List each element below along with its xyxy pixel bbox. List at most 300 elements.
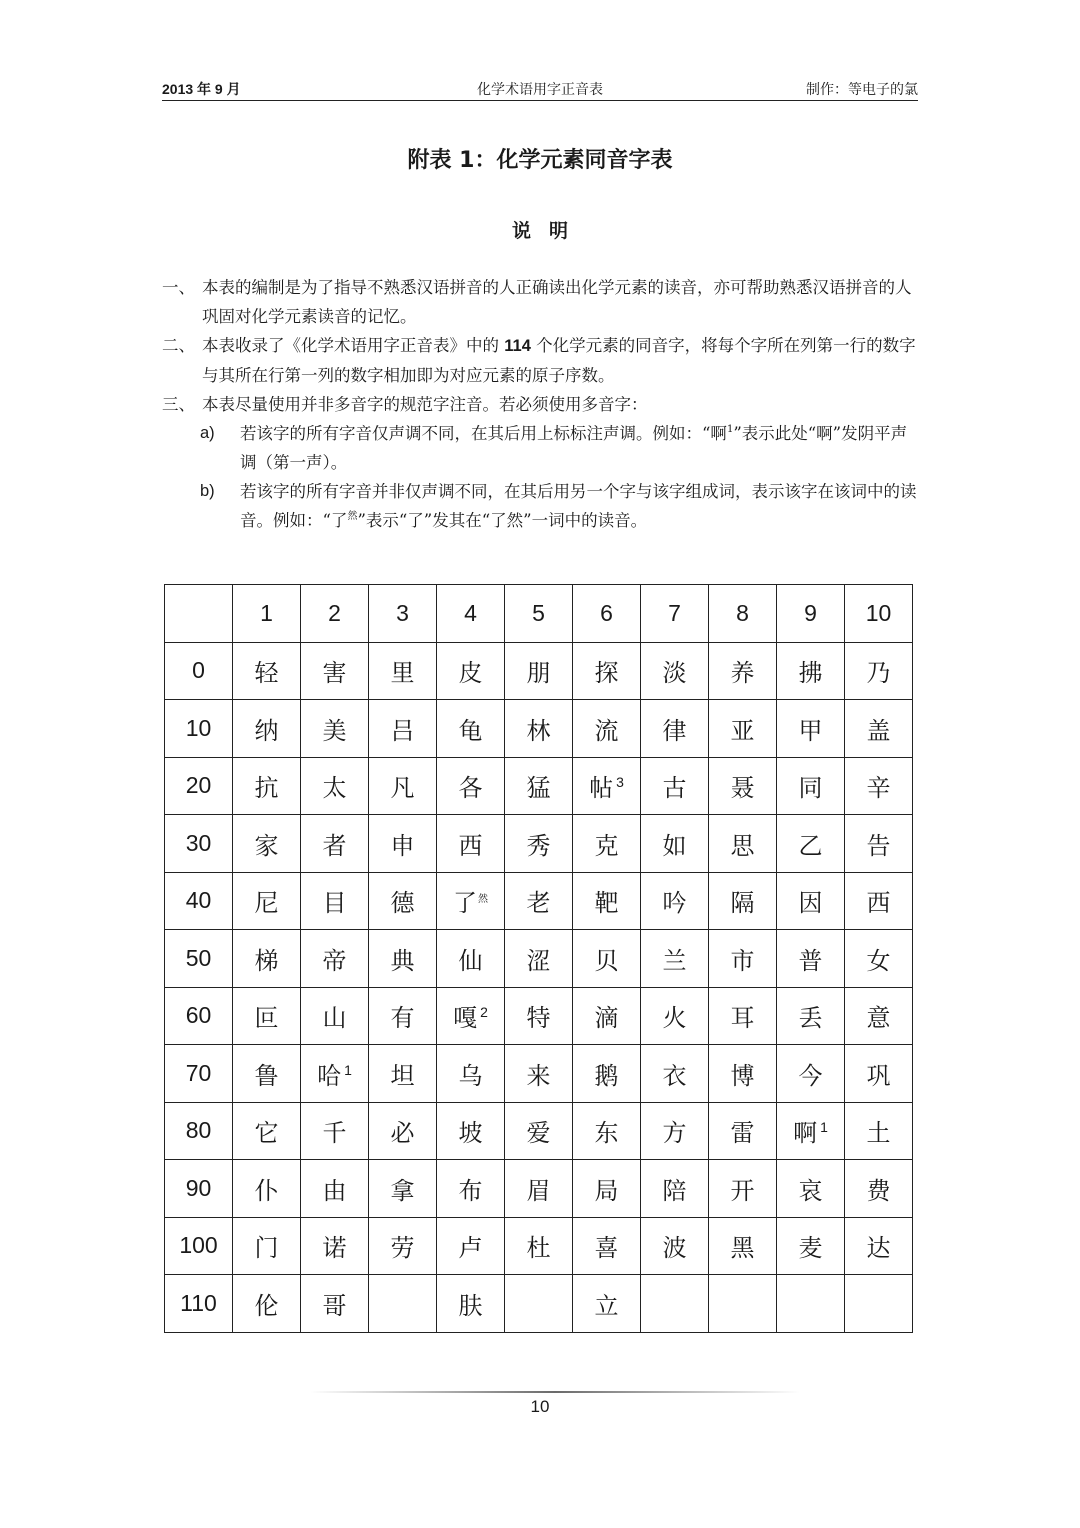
element-homophone-cell	[845, 930, 913, 988]
element-homophone-cell	[709, 1217, 777, 1275]
homophone-char: 仆	[254, 1176, 279, 1205]
homophone-char: 轻	[254, 659, 279, 688]
homophone-char: 哀	[798, 1176, 823, 1205]
homophone-char: 秀	[526, 831, 551, 860]
table-row	[165, 1160, 913, 1218]
corner-cell	[165, 585, 233, 643]
element-homophone-cell	[369, 815, 437, 873]
element-homophone-cell	[709, 757, 777, 815]
homophone-char: 市	[730, 946, 755, 975]
homophone-char: 德	[390, 889, 415, 918]
homophone-char: 意	[866, 1004, 891, 1033]
homophone-char: 贝	[594, 946, 619, 975]
element-homophone-cell	[777, 987, 845, 1045]
column-header: 5	[505, 585, 573, 643]
element-homophone-cell	[777, 815, 845, 873]
homophone-char: 帝	[322, 946, 347, 975]
element-homophone-cell	[369, 987, 437, 1045]
homophone-char: 诺	[322, 1234, 347, 1263]
notes-section	[162, 273, 918, 535]
homophone-char: 帖	[589, 774, 614, 803]
table-row	[165, 987, 913, 1045]
homophone-char: 律	[662, 716, 687, 745]
element-homophone-cell	[845, 987, 913, 1045]
element-homophone-cell	[641, 757, 709, 815]
subitem-text	[240, 482, 917, 530]
page-title: 附表 1：化学元素同音字表	[407, 148, 673, 173]
element-count: 114	[504, 337, 531, 355]
homophone-char: 亚	[730, 716, 755, 745]
element-homophone-cell	[777, 1160, 845, 1218]
element-homophone-cell	[641, 987, 709, 1045]
element-homophone-cell	[641, 1275, 709, 1333]
element-homophone-cell	[233, 642, 301, 700]
homophone-char: 方	[662, 1119, 687, 1148]
homophone-char: 来	[526, 1061, 551, 1090]
element-homophone-cell	[437, 930, 505, 988]
note-text-part: ”表示“了”发其在“了然”一词中的读音。	[357, 511, 648, 530]
element-homophone-cell	[233, 815, 301, 873]
row-header: 100	[165, 1217, 233, 1275]
element-homophone-cell	[709, 1045, 777, 1103]
note-text: 本表尽量使用并非多音字的规范字注音。若必须使用多音字：	[202, 395, 648, 414]
homophone-char: 爱	[526, 1119, 551, 1148]
column-header: 2	[301, 585, 369, 643]
table-row	[165, 642, 913, 700]
column-header: 10	[845, 585, 913, 643]
reading-marker: 2	[480, 1004, 488, 1021]
homophone-char: 乌	[458, 1061, 483, 1090]
element-homophone-cell	[641, 1102, 709, 1160]
homophone-char: 兰	[662, 946, 687, 975]
table-row	[165, 757, 913, 815]
homophone-char: 老	[526, 889, 551, 918]
element-homophone-cell	[505, 1275, 573, 1333]
homophone-char: 耳	[730, 1004, 755, 1033]
element-homophone-cell	[437, 757, 505, 815]
homophone-char: 有	[390, 1004, 415, 1033]
homophone-char: 东	[594, 1119, 619, 1148]
homophone-char: 陪	[662, 1176, 687, 1205]
element-homophone-cell	[845, 700, 913, 758]
homophone-char: 各	[458, 774, 483, 803]
note-label: 二、	[162, 336, 195, 355]
homophone-char: 眉	[526, 1176, 551, 1205]
subitem-label: a)	[200, 424, 215, 442]
homophone-char: 叵	[254, 1004, 279, 1033]
note-text-part: 若该字的所有字音并非仅声调不同，在其后用另一个字与该字组成词，表示该字在该词中的读音。例如：“了	[240, 482, 917, 530]
element-homophone-cell	[301, 815, 369, 873]
element-homophone-cell	[437, 872, 505, 930]
homophone-char: 家	[254, 831, 279, 860]
element-homophone-cell	[845, 1102, 913, 1160]
homophone-char: 鹅	[594, 1061, 619, 1090]
table-header-row	[165, 585, 913, 643]
table-row	[165, 930, 913, 988]
homophone-char: 嘎	[453, 1004, 478, 1033]
element-homophone-cell	[641, 1045, 709, 1103]
homophone-char: 龟	[458, 716, 483, 745]
word-superscript: 然	[347, 511, 358, 522]
element-homophone-cell	[505, 1217, 573, 1275]
element-homophone-cell	[573, 1045, 641, 1103]
element-homophone-cell	[505, 757, 573, 815]
homophone-char: 林	[526, 716, 551, 745]
homophone-char: 仙	[458, 946, 483, 975]
homophone-char: 哈	[317, 1061, 342, 1090]
homophone-char: 因	[798, 889, 823, 918]
table-row	[165, 1045, 913, 1103]
homophone-char: 坡	[458, 1119, 483, 1148]
homophone-char: 由	[322, 1176, 347, 1205]
homophone-char: 乃	[866, 659, 891, 688]
column-header: 7	[641, 585, 709, 643]
element-homophone-cell	[437, 1045, 505, 1103]
element-homophone-cell	[301, 1275, 369, 1333]
note-text: 本表的编制是为了指导不熟悉汉语拼音的人正确读出化学元素的读音，亦可帮助熟悉汉语拼音的人巩固对化学元素读音的记忆。	[202, 278, 912, 326]
homophone-char: 特	[526, 1004, 551, 1033]
column-header: 8	[709, 585, 777, 643]
homophone-char: 猛	[526, 774, 551, 803]
element-homophone-cell	[777, 872, 845, 930]
homophone-char: 劳	[390, 1234, 415, 1263]
element-homophone-cell	[709, 1160, 777, 1218]
homophone-char: 告	[866, 831, 891, 860]
homophone-char: 衣	[662, 1061, 687, 1090]
element-homophone-cell	[505, 1045, 573, 1103]
element-homophone-cell	[573, 872, 641, 930]
note-item	[162, 331, 918, 390]
element-homophone-cell	[233, 1045, 301, 1103]
row-header: 10	[165, 700, 233, 758]
reading-marker: 1	[344, 1061, 352, 1078]
homophone-char: 隔	[730, 889, 755, 918]
element-homophone-cell	[573, 757, 641, 815]
section-heading: 说明	[511, 220, 586, 242]
homophone-char: 它	[254, 1119, 279, 1148]
element-homophone-cell	[709, 642, 777, 700]
reading-marker: 3	[616, 774, 624, 791]
homophone-char: 害	[322, 659, 347, 688]
element-homophone-cell	[573, 987, 641, 1045]
homophone-char: 雷	[730, 1119, 755, 1148]
note-text	[162, 331, 918, 390]
element-homophone-cell	[505, 642, 573, 700]
homophone-char: 门	[254, 1234, 279, 1263]
element-homophone-cell	[573, 1102, 641, 1160]
homophone-char: 开	[730, 1176, 755, 1205]
homophone-char: 淡	[662, 659, 687, 688]
homophone-char: 了	[453, 889, 477, 918]
homophone-char: 吕	[390, 716, 415, 745]
homophone-char: 太	[322, 774, 347, 803]
homophone-char: 典	[390, 946, 415, 975]
note-text-part: 个化学元素的同音字，将每个字所在列第一行的数字与其所在行第一列的数字相加即为对应元素的原子序数。	[202, 336, 916, 385]
element-homophone-cell	[233, 872, 301, 930]
element-homophone-cell	[641, 872, 709, 930]
element-homophone-cell	[573, 700, 641, 758]
element-homophone-cell	[709, 1275, 777, 1333]
element-homophone-cell	[301, 872, 369, 930]
homophone-char: 鲁	[254, 1061, 279, 1090]
homophone-char: 梯	[254, 946, 279, 975]
element-homophone-cell	[369, 642, 437, 700]
element-homophone-cell	[777, 1275, 845, 1333]
homophone-char: 达	[866, 1234, 891, 1263]
page-number: 10	[530, 1397, 550, 1416]
homophone-char: 啊	[793, 1119, 818, 1148]
element-homophone-cell	[641, 815, 709, 873]
column-header: 9	[777, 585, 845, 643]
table-row	[165, 1217, 913, 1275]
element-homophone-cell	[301, 930, 369, 988]
table-row	[165, 1102, 913, 1160]
element-homophone-cell	[641, 1217, 709, 1275]
homophone-char: 肤	[458, 1291, 483, 1320]
homophone-char: 目	[322, 889, 347, 918]
element-homophone-cell	[573, 1160, 641, 1218]
element-homophone-cell	[845, 1217, 913, 1275]
element-homophone-cell	[369, 930, 437, 988]
element-homophone-cell	[845, 1160, 913, 1218]
homophone-char: 思	[730, 831, 755, 860]
homophone-char: 靶	[594, 889, 619, 918]
element-homophone-cell	[777, 1102, 845, 1160]
element-homophone-cell	[233, 930, 301, 988]
element-homophone-cell	[301, 1160, 369, 1218]
subitem-label: b)	[200, 482, 215, 500]
homophone-char: 西	[458, 831, 483, 860]
element-homophone-cell	[369, 1102, 437, 1160]
element-homophone-cell	[301, 1217, 369, 1275]
homophone-char: 今	[798, 1061, 823, 1090]
homophone-char: 丢	[798, 1004, 823, 1033]
homophone-char: 盖	[866, 716, 891, 745]
homophone-char: 纳	[254, 716, 279, 745]
element-homophone-cell	[777, 642, 845, 700]
note-item	[162, 390, 918, 419]
element-homophone-cell	[573, 642, 641, 700]
homophone-char: 千	[322, 1119, 347, 1148]
element-homophone-cell	[845, 872, 913, 930]
element-homophone-cell	[301, 1045, 369, 1103]
element-homophone-cell	[709, 872, 777, 930]
element-homophone-cell	[301, 642, 369, 700]
element-homophone-cell	[709, 930, 777, 988]
homophone-char: 黑	[730, 1234, 755, 1263]
row-header: 0	[165, 642, 233, 700]
element-homophone-cell	[233, 1160, 301, 1218]
element-homophone-cell	[709, 815, 777, 873]
row-header: 40	[165, 872, 233, 930]
homophone-char: 凡	[390, 774, 415, 803]
element-homophone-cell	[301, 987, 369, 1045]
element-homophone-cell	[369, 1275, 437, 1333]
element-homophone-cell	[505, 987, 573, 1045]
element-homophone-cell	[301, 757, 369, 815]
element-homophone-cell	[233, 1275, 301, 1333]
row-header: 90	[165, 1160, 233, 1218]
row-header: 110	[165, 1275, 233, 1333]
element-homophone-cell	[233, 1102, 301, 1160]
homophone-char: 火	[662, 1004, 687, 1033]
homophone-char: 必	[390, 1119, 415, 1148]
row-header: 80	[165, 1102, 233, 1160]
element-homophone-cell	[437, 642, 505, 700]
homophone-char: 养	[730, 659, 755, 688]
note-label: 一、	[162, 278, 195, 297]
element-homophone-cell	[573, 1217, 641, 1275]
homophone-char: 克	[594, 831, 619, 860]
element-homophone-cell	[437, 1275, 505, 1333]
element-homophone-cell	[709, 700, 777, 758]
reading-marker: 然	[478, 894, 488, 906]
element-homophone-cell	[641, 700, 709, 758]
element-homophone-cell	[709, 987, 777, 1045]
element-homophone-cell	[845, 1045, 913, 1103]
element-homophone-cell	[573, 1275, 641, 1333]
element-homophone-cell	[845, 1275, 913, 1333]
homophone-char: 喜	[594, 1234, 619, 1263]
element-homophone-cell	[437, 700, 505, 758]
homophone-char: 乙	[798, 831, 823, 860]
homophone-char: 尼	[254, 889, 279, 918]
element-homophone-cell	[301, 700, 369, 758]
element-homophone-cell	[437, 987, 505, 1045]
header-author: 制作：等电子的氯	[806, 82, 918, 98]
element-homophone-cell	[573, 815, 641, 873]
element-homophone-cell	[573, 930, 641, 988]
homophone-char: 杜	[526, 1234, 551, 1263]
element-homophone-cell	[233, 1217, 301, 1275]
homophone-char: 局	[594, 1176, 619, 1205]
element-homophone-cell	[437, 1160, 505, 1218]
element-homophone-cell	[505, 1102, 573, 1160]
element-homophone-cell	[641, 1160, 709, 1218]
homophone-char: 美	[322, 716, 347, 745]
element-homophone-cell	[369, 1045, 437, 1103]
note-subitem	[162, 477, 918, 535]
column-header: 4	[437, 585, 505, 643]
element-homophone-cell	[505, 700, 573, 758]
homophone-char: 拂	[798, 659, 823, 688]
element-homophone-cell	[845, 815, 913, 873]
element-homophone-cell	[709, 1102, 777, 1160]
homophone-char: 甲	[798, 716, 823, 745]
note-text-part: ”表示此处“啊”发阴平声调（第一声）。	[240, 424, 908, 472]
element-homophone-cell	[301, 1102, 369, 1160]
row-header: 60	[165, 987, 233, 1045]
element-homophone-cell	[369, 872, 437, 930]
note-text-part: 若该字的所有字音仅声调不同，在其后用上标标注声调。例如：“啊	[240, 424, 727, 443]
tone-superscript: 1	[726, 424, 734, 435]
homophone-char: 巩	[866, 1061, 891, 1090]
homophone-char: 涩	[526, 946, 551, 975]
homophone-char: 卢	[458, 1234, 483, 1263]
element-homophone-cell	[369, 1160, 437, 1218]
homophone-char: 拿	[390, 1176, 415, 1205]
homophone-char: 抗	[254, 774, 279, 803]
homophone-char: 探	[594, 659, 619, 688]
homophone-char: 坦	[390, 1061, 415, 1090]
homophone-char: 麦	[798, 1234, 823, 1263]
element-homophone-cell	[369, 757, 437, 815]
header-title: 化学术语用字正音表	[477, 82, 603, 98]
homophone-char: 土	[866, 1119, 891, 1148]
homophone-char: 朋	[526, 659, 551, 688]
row-header: 20	[165, 757, 233, 815]
homophone-char: 同	[798, 774, 823, 803]
homophone-char: 博	[730, 1061, 755, 1090]
homophone-char: 皮	[458, 659, 483, 688]
subitem-text	[240, 424, 907, 472]
element-homophone-cell	[437, 1102, 505, 1160]
column-header: 3	[369, 585, 437, 643]
element-homophone-cell	[369, 700, 437, 758]
homophone-char: 哥	[322, 1291, 347, 1320]
element-homophone-cell	[437, 1217, 505, 1275]
homophone-char: 聂	[730, 774, 755, 803]
page-header	[162, 76, 918, 101]
note-subitem	[162, 419, 918, 477]
element-homophone-cell	[777, 930, 845, 988]
homophone-char: 山	[322, 1004, 347, 1033]
element-homophone-cell	[845, 757, 913, 815]
element-homophone-cell	[777, 1217, 845, 1275]
column-header: 1	[233, 585, 301, 643]
homophone-char: 里	[390, 659, 415, 688]
reading-marker: 1	[820, 1119, 828, 1136]
homophone-char: 滴	[594, 1004, 619, 1033]
element-homophone-cell	[505, 872, 573, 930]
table-row	[165, 872, 913, 930]
element-homophone-cell	[369, 1217, 437, 1275]
homophone-char: 辛	[866, 774, 891, 803]
element-homophone-cell	[505, 1160, 573, 1218]
homophone-char: 古	[662, 774, 687, 803]
element-homophone-cell	[641, 642, 709, 700]
note-item	[162, 273, 918, 331]
element-homophone-cell	[505, 930, 573, 988]
table-row	[165, 815, 913, 873]
homophone-char: 流	[594, 716, 619, 745]
homophone-char: 波	[662, 1234, 687, 1263]
homophone-char: 如	[662, 831, 687, 860]
element-homophone-cell	[233, 700, 301, 758]
homophone-char: 布	[458, 1176, 483, 1205]
element-homophone-cell	[233, 987, 301, 1045]
element-homophone-cell	[505, 815, 573, 873]
homophone-char: 立	[594, 1291, 619, 1320]
header-date: 2013 年 9 月	[162, 81, 241, 97]
element-homophone-cell	[233, 757, 301, 815]
homophone-char: 吟	[662, 889, 687, 918]
homophone-table	[164, 584, 913, 1333]
table-row	[165, 1275, 913, 1333]
homophone-char: 西	[866, 889, 891, 918]
element-homophone-cell	[777, 700, 845, 758]
note-label: 三、	[162, 395, 195, 414]
homophone-char: 女	[866, 946, 891, 975]
homophone-char: 普	[798, 946, 823, 975]
element-homophone-cell	[777, 1045, 845, 1103]
row-header: 30	[165, 815, 233, 873]
row-header: 50	[165, 930, 233, 988]
element-homophone-cell	[845, 642, 913, 700]
homophone-char: 费	[866, 1176, 891, 1205]
row-header: 70	[165, 1045, 233, 1103]
table-row	[165, 700, 913, 758]
